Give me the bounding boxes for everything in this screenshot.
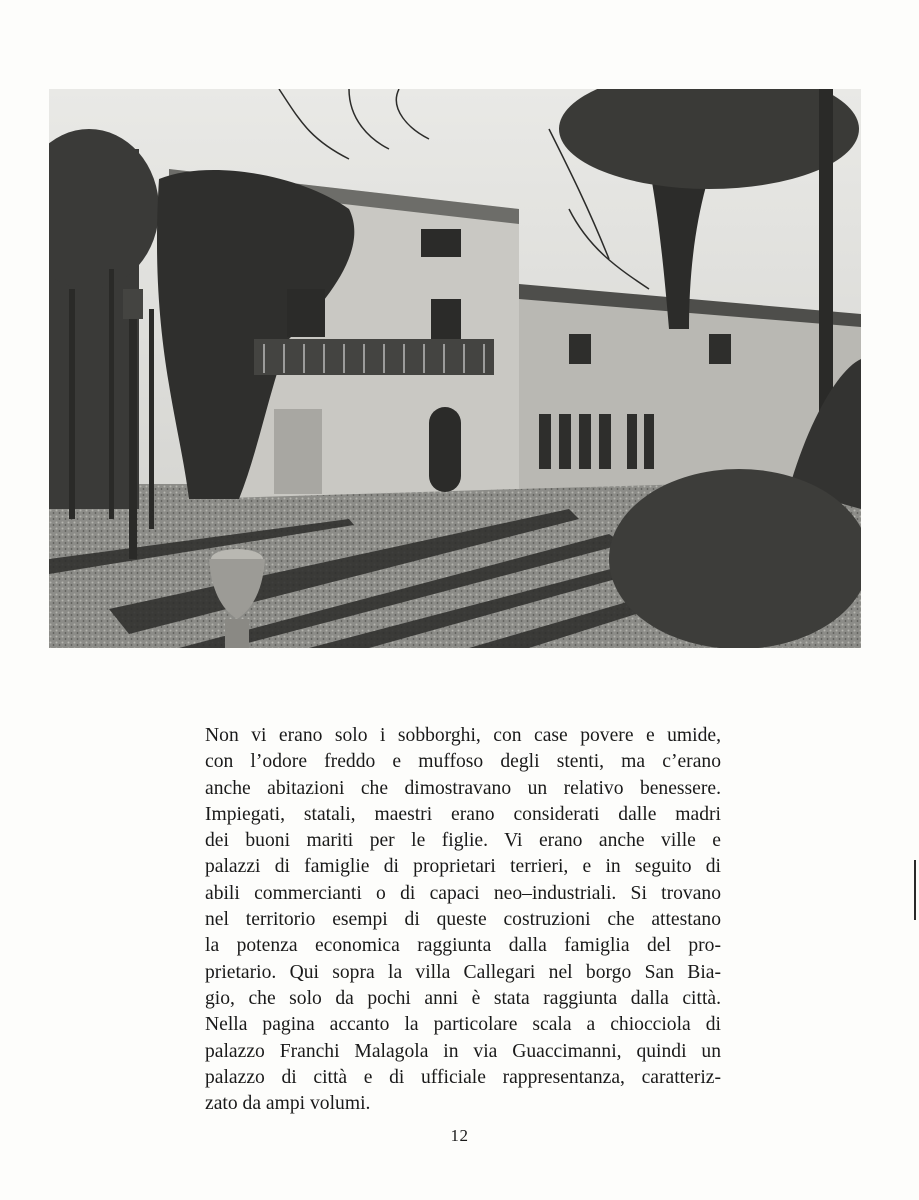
paragraph-line: Nella pagina accanto la particolare scala a chiocciola di (205, 1014, 721, 1036)
page-edge-mark (914, 860, 916, 920)
paragraph-line: gio, che solo da pochi anni è stata raggiunta dalla città. (205, 987, 721, 1009)
paragraph-line: prietario. Qui sopra la villa Callegari nel borgo San Bia- (205, 961, 721, 983)
paragraph-line: dei buoni mariti per le figlie. Vi erano anche ville e (205, 830, 721, 852)
page-number: 12 (450, 1126, 469, 1145)
paragraph-line: palazzo Franchi Malagola in via Guaccimanni, quindi un (205, 1040, 721, 1062)
villa-main-block (157, 169, 519, 499)
paragraph-line: palazzo di città e di ufficiale rappresentanza, caratteriz- (205, 1066, 721, 1088)
garden-bushes (609, 469, 861, 648)
paragraph-line: nel territorio esempi di queste costruzioni che attestano (205, 909, 721, 931)
villa-photograph (49, 89, 861, 648)
paragraph-line: la potenza economica raggiunta dalla famiglia del pro- (205, 935, 721, 957)
paragraph-line: Impiegati, statali, maestri erano considerati dalle madri (205, 803, 721, 825)
paragraph-line: abili commercianti o di capaci neo–industriali. Si trovano (205, 882, 721, 904)
paragraph-line: palazzi di famiglie di proprietari terrieri, e in seguito di (205, 856, 721, 878)
paragraph-line: anche abitazioni che dimostravano un relativo benessere. (205, 777, 721, 799)
paragraph-line: Non vi erano solo i sobborghi, con case povere e umide, (205, 725, 721, 746)
body-paragraph (205, 723, 721, 1117)
paragraph-line: zato da ampi volumi. (205, 1093, 371, 1115)
paragraph-line: con l’odore freddo e muffoso degli stenti, ma c’erano (205, 751, 721, 773)
